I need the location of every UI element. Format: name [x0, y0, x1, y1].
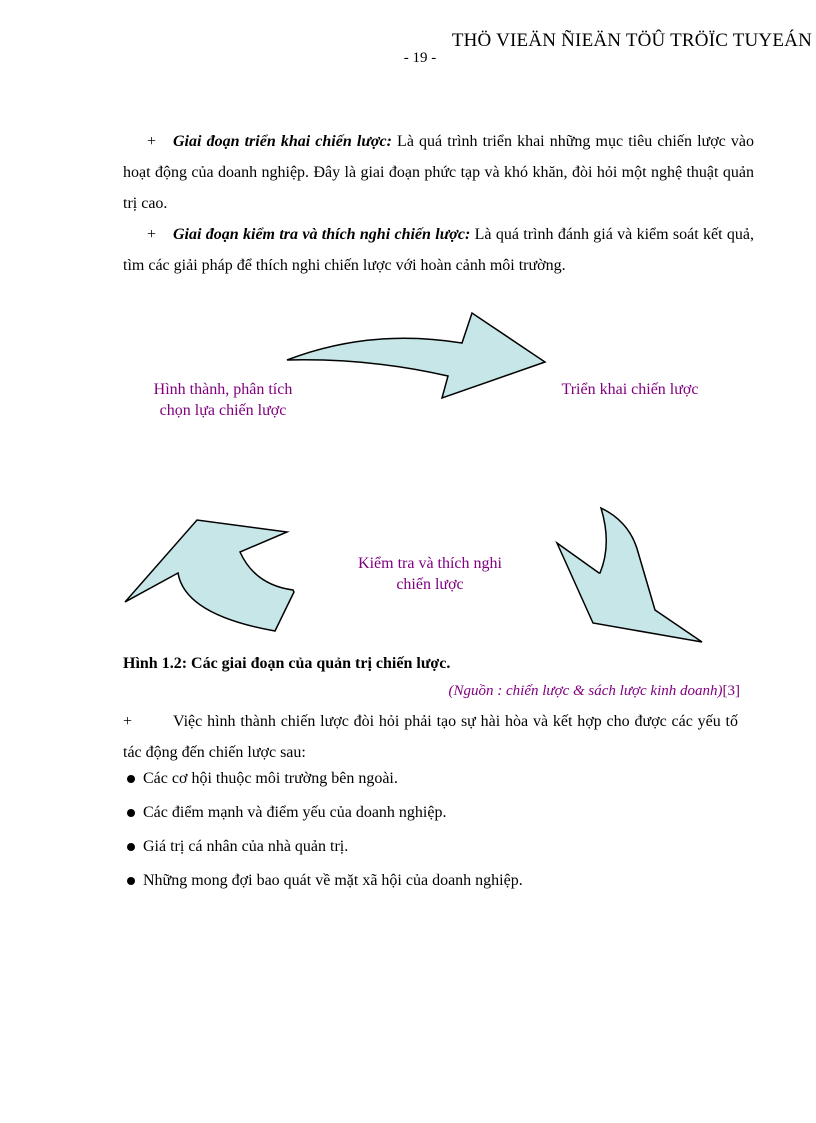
page-number: - 19 -	[403, 50, 437, 66]
cycle-arrows	[0, 300, 816, 650]
list-item: Giá trị cá nhân của nhà quản trị.	[123, 837, 523, 857]
stage-colon: :	[386, 133, 392, 150]
list-item: Những mong đợi bao quát về mặt xã hội của doanh nghiệp.	[123, 871, 523, 891]
figure-caption: Hình 1.2: Các giai đoạn của quản trị chiến lược.	[123, 655, 451, 672]
plus-bullet: +	[123, 713, 133, 730]
figure-source	[449, 683, 740, 700]
stage-description: Là quá trình đánh giá và kiểm soát kết quả, tìm các giải pháp để thích nghi chiến lược với hoàn cảnh môi trường.	[123, 226, 755, 274]
label-evaluation	[330, 553, 530, 595]
factor-intro	[123, 706, 738, 768]
stage-implementation	[123, 126, 754, 219]
strategy-cycle-diagram	[0, 300, 816, 650]
label-formulation-line1: Hình thành, phân tích	[153, 381, 293, 398]
stage-colon: :	[464, 226, 471, 243]
factor-intro-text: Việc hình thành chiến lược đòi hỏi phải tạo sự hài hòa và kết hợp cho được các yếu tố tác động đến chiến lược sau:	[123, 713, 738, 761]
list-item: Các điểm mạnh và điểm yếu của doanh nghiệp.	[123, 803, 523, 823]
label-evaluation-line2: chiến lược	[396, 576, 464, 593]
plus-bullet: +	[147, 133, 157, 150]
arrow-left	[125, 520, 294, 631]
stage-term: Giai đoạn triển khai chiến lược	[173, 133, 387, 150]
label-formulation	[128, 379, 318, 421]
stage-list	[123, 126, 754, 281]
stage-description: Là quá trình triển khai những mục tiêu chiến lược vào hoạt động của doanh nghiệp. Đây là giai đoạn phức tạp và khó khăn, đòi hỏi một nghệ thuật quản trị cao.	[123, 133, 754, 212]
label-implementation: Triển khai chiến lược	[561, 381, 699, 398]
list-item: Các cơ hội thuộc môi trường bên ngoài.	[123, 769, 523, 789]
arrow-top	[287, 313, 545, 398]
figure-source-text: (Nguồn : chiến lược & sách lược kinh doanh)	[448, 683, 723, 699]
stage-term: Giai đoạn kiểm tra và thích nghi chiến lược	[173, 226, 465, 243]
factor-list	[123, 769, 523, 905]
stage-evaluation	[123, 219, 754, 281]
plus-bullet: +	[147, 226, 157, 243]
label-formulation-line2: chọn lựa chiến lược	[159, 402, 287, 419]
header-title: THÖ VIEÄN ÑIEÄN TÖÛ TRÖÏC TUYEÁN	[451, 30, 812, 51]
label-evaluation-line1: Kiểm tra và thích nghi	[358, 555, 502, 572]
arrow-right	[557, 508, 702, 642]
figure-source-ref: [3]	[722, 683, 740, 699]
